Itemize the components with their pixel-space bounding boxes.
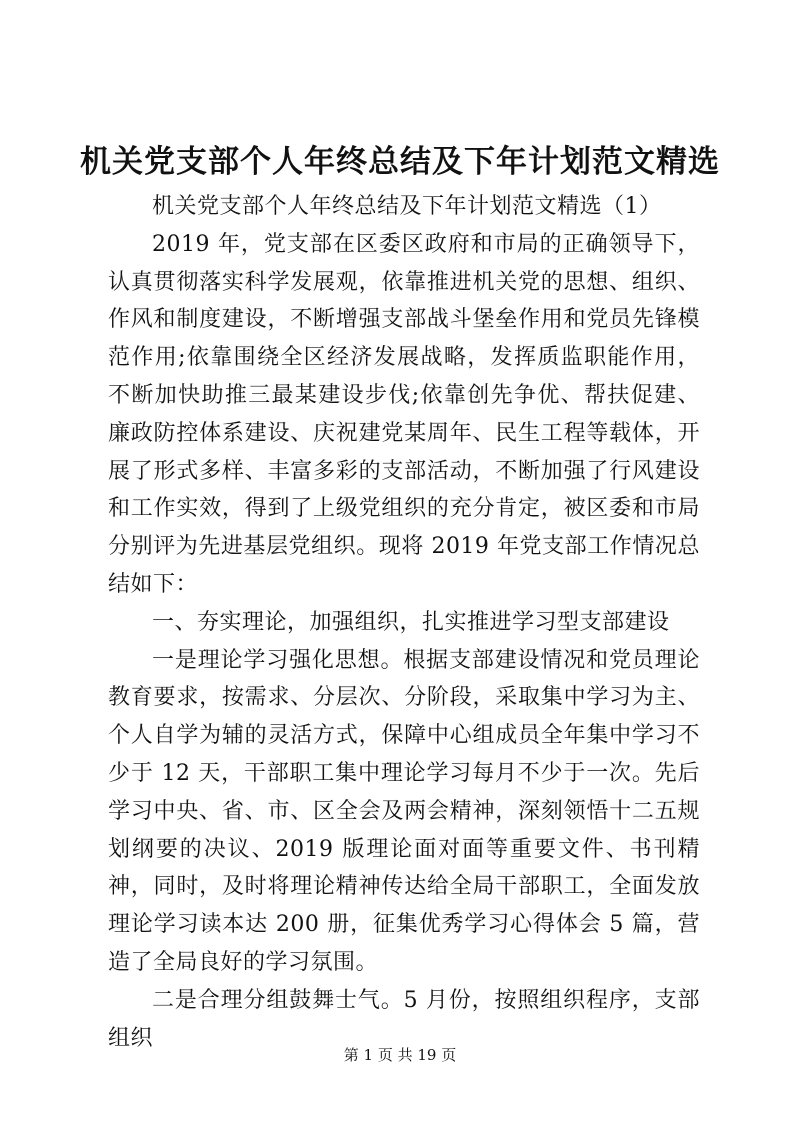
paragraph-theory-study: 一是理论学习强化思想。根据支部建设情况和党员理论教育要求，按需求、分层次、分阶段，采取集中学习为主、个人自学为辅的灵活方式，保障中心组成员全年集中学习不少于 12 天，干部职工集中理论学习每月不少于一次。先后学习中央、省、市、区全会及两会精神，深刻领悟十二五规划纲要的决议、2019 版理论面对面等重要文件、书刊精神，同时，及时将理论精神传达给全局干部职工，全面发放理论学习读本达 200 册，征集优秀学习心得体会 5 篇，营造了全局良好的学习氛围。 bbox=[108, 647, 700, 975]
paragraph-subtitle: 机关党支部个人年终总结及下年计划范文精选（1） bbox=[152, 194, 662, 219]
paragraph-grouping: 二是合理分组鼓舞士气。5 月份，按照组织程序，支部组织 bbox=[108, 987, 700, 1051]
section-heading: 一、夯实理论，加强组织，扎实推进学习型支部建设 bbox=[152, 609, 670, 635]
page-number: 第 1 页 共 19 页 bbox=[343, 1046, 457, 1064]
document-body bbox=[108, 188, 700, 1057]
paragraph-intro: 2019 年，党支部在区委区政府和市局的正确领导下，认真贯彻落实科学发展观，依靠推进机关党的思想、组织、作风和制度建设，不断增强支部战斗堡垒作用和党员先锋模范作用;依靠围绕全区经济发展战略，发挥质监职能作用，不断加快助推三最某建设步伐;依靠创先争优、帮扶促建、廉政防控体系建设、庆祝建党某周年、民生工程等载体，开展了形式多样、丰富多彩的支部活动，不断加强了行风建设和工作实效，得到了上级党组织的充分肯定，被区委和市局分别评为先进基层党组织。现将 2019 年党支部工作情况总结如下： bbox=[108, 231, 700, 597]
document-title: 机关党支部个人年终总结及下年计划范文精选 bbox=[80, 144, 720, 180]
